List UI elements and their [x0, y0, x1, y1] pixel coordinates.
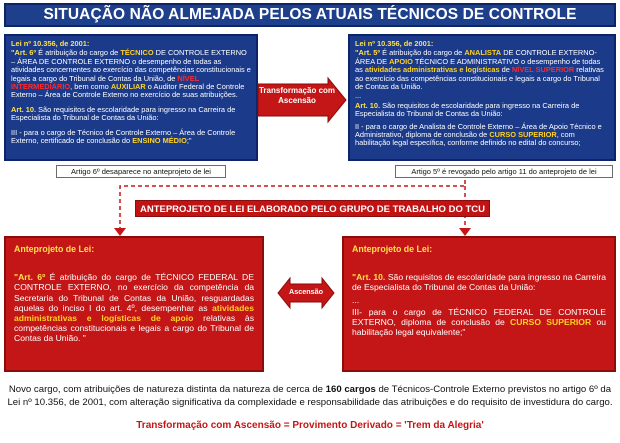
- highlight-analista: ANALISTA: [464, 48, 502, 58]
- text: ;": [186, 136, 192, 146]
- text: relativas às competências constitucionais e legais a cargo do Tribunal de Contas da União. ": [14, 313, 254, 344]
- text: o Auditor Federal de Controle Externo – Área de Controle Externo no exercício de suas atribuições.: [11, 82, 245, 100]
- text: DE CONTROLE EXTERNO – ÁREA DE CONTROLE EXTERNO o desempenho de todas as atividades concernentes ao exercício das competências constitucionais e legais a cargo do Tribunal de Contas da União, de: [11, 48, 251, 83]
- art-ref: "Art. 10.: [352, 272, 386, 283]
- text: É atribuição do cargo de: [382, 48, 465, 58]
- highlight-atividades: atividades administrativas e logísticas: [364, 65, 500, 75]
- anteprojeto-header: Anteprojeto de Lei:: [14, 244, 95, 254]
- text: É atribuição do cargo de TÉCNICO FEDERAL DE CONTROLE EXTERNO, no exercício da competência da Secretaria do Tribunal de Contas da União, resguardadas aquelas do inciso I do art. 4º, desempenhar as: [14, 272, 254, 313]
- text: relativas ao exercício das competências constitucionais e legais a cargo do Tribunal de Contas da União.: [355, 65, 604, 92]
- anteprojeto-box-art10: [342, 236, 616, 372]
- highlight-atividades-apoio: atividades administrativas e logísticas de apoio: [14, 302, 254, 324]
- text: III- para o cargo de TÉCNICO FEDERAL DE CONTROLE EXTERNO, diploma de conclusão de: [352, 306, 606, 328]
- footer-conclusion: Transformação com Ascensão = Provimento Derivado = 'Trem da Alegria': [136, 420, 484, 431]
- footer-note: [4, 383, 616, 409]
- text: São requisitos de escolaridade para ingresso na Carreira de Especialista do Tribunal de Contas da União:: [352, 272, 606, 293]
- ellipsis: ...: [355, 91, 362, 101]
- highlight-apoio: APOIO: [389, 56, 413, 66]
- text: III - para o cargo de Técnico de Controle Externo – Área de Controle Externo, certificado de conclusão do: [11, 127, 236, 146]
- text: TÉCNICO E ADMINISTRATIVO o desempenho de todas as: [355, 56, 601, 75]
- caption-right: Artigo 5º é revogado pelo artigo 11 do anteprojeto de lei: [395, 165, 613, 178]
- text: São requisitos de escolaridade para ingresso na Carreira de Especialista do Tribunal de Contas da União:: [355, 100, 580, 119]
- text: de Técnicos-Controle Externo previstos no artigo 6º da Lei nº 10.356, de 2001, com alteração significativa da complexidade e responsabilidade das atribuições e do requisito de investidura do cargo.: [7, 384, 613, 408]
- art-ref: Art. 10.: [11, 104, 37, 114]
- text: de: [499, 65, 512, 75]
- anteprojeto-header: Anteprojeto de Lei:: [352, 244, 433, 254]
- caption-left: Artigo 6º desaparece no anteprojeto de lei: [56, 165, 226, 178]
- highlight-160-cargos: 160 cargos: [325, 384, 376, 395]
- highlight-auxiliar: AUXILIAR: [110, 82, 146, 92]
- text: II - para o cargo de Analista de Controle Externo – Área de Apoio Técnico e Administrativo, diploma de conclusão de: [355, 121, 602, 140]
- text: Novo cargo, com atribuições de natureza distinta da natureza de cerca de: [8, 384, 326, 395]
- art-ref: Art. 10.: [355, 100, 381, 110]
- text: São requisitos de escolaridade para ingresso na Carreira de Especialista do Tribunal de Contas da União:: [11, 104, 236, 123]
- text: É atribuição do cargo de: [38, 48, 121, 58]
- law-box-header: Lei nº 10.356, de 2001:: [11, 39, 90, 48]
- text: ou habilitação legal equivalente;": [352, 317, 607, 338]
- highlight-ensino-medio: ENSINO MÉDIO: [132, 136, 187, 146]
- art-ref: "Art. 6º: [11, 48, 39, 58]
- transformation-label: Transformação com Ascensão: [258, 86, 336, 105]
- art-ref: "Art. 5º: [355, 48, 383, 58]
- highlight-nivel-intermediario: NÍVEL INTERMEDIÁRIO: [11, 73, 200, 92]
- law-box-header: Lei nº 10.356, de 2001:: [355, 39, 434, 48]
- anteprojeto-text-inciso3: [352, 307, 606, 338]
- highlight-nivel-superior: NÍVEL SUPERIOR: [511, 65, 575, 75]
- ascensao-arrow: [278, 272, 334, 314]
- ascensao-label: Ascensão: [289, 287, 323, 296]
- text: , com habilitação legal específica, conforme definido no edital do concurso;: [355, 130, 581, 148]
- page-title: SITUAÇÃO NÃO ALMEJADA PELOS ATUAIS TÉCNICOS DE CONTROLE EXTERNO: [4, 3, 616, 27]
- text: , bem como: [70, 82, 111, 92]
- text: DE CONTROLE EXTERNO-ÁREA DE: [355, 48, 597, 66]
- ellipsis: ...: [352, 294, 360, 305]
- anteprojeto-box-art6: [4, 236, 264, 372]
- highlight-tecnico: TÉCNICO: [120, 48, 154, 58]
- highlight-curso-superior: CURSO SUPERIOR: [489, 130, 557, 140]
- art-ref: "Art. 6º: [14, 272, 46, 283]
- highlight-curso-superior: CURSO SUPERIOR: [510, 317, 592, 328]
- anteprojeto-text-art10: [352, 272, 606, 292]
- anteprojeto-text-art6: [14, 272, 254, 343]
- anteprojeto-banner: ANTEPROJETO DE LEI ELABORADO PELO GRUPO DE TRABALHO DO TCU: [135, 200, 490, 217]
